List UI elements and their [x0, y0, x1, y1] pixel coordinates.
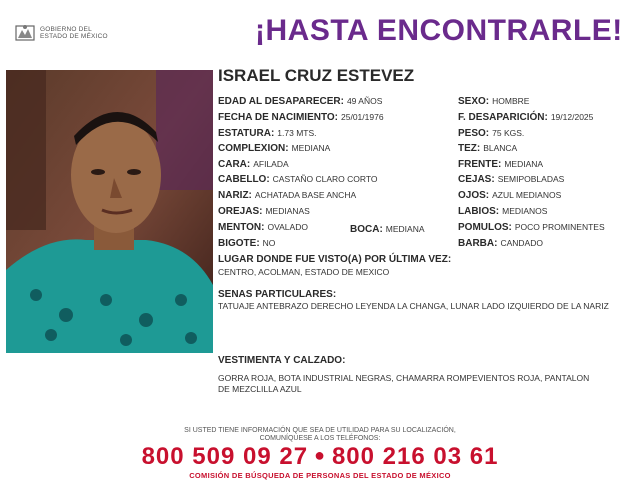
government-logo [14, 22, 108, 44]
field-fecha-nacimiento [218, 111, 384, 124]
field-label: BARBA: [458, 238, 498, 249]
field-label: CEJAS: [458, 174, 495, 185]
field-label: FECHA DE NACIMIENTO: [218, 112, 338, 123]
field-label: COMPLEXION: [218, 143, 289, 154]
field-label: BIGOTE: [218, 238, 260, 249]
field-nariz [218, 189, 356, 202]
separator-dot-icon: ● [314, 445, 326, 465]
field-label: PESO: [458, 128, 490, 139]
field-value: MEDIANA [385, 224, 425, 234]
state-emblem-icon [14, 22, 36, 44]
field-orejas [218, 205, 310, 218]
field-label: CARA: [218, 159, 251, 170]
last-seen-value: CENTRO, ACOLMAN, ESTADO DE MEXICO [218, 267, 390, 277]
clothing-value: GORRA ROJA, BOTA INDUSTRIAL NEGRAS, CHAMARRA ROMPEVIENTOS ROJA, PANTALON DE MEZCLILLA AZUL [218, 373, 590, 394]
field-label: MENTON: [218, 222, 265, 233]
logo-text [40, 26, 108, 40]
field-label: ESTATURA: [218, 128, 275, 139]
field-label: BOCA: [350, 224, 383, 235]
field-value: SEMIPOBLADAS [497, 174, 565, 184]
field-label: OJOS: [458, 190, 490, 201]
field-value: CASTAÑO CLARO CORTO [272, 174, 378, 184]
field-peso [458, 127, 524, 140]
last-seen-label: LUGAR DONDE FUE VISTO(A) POR ÚLTIMA VEZ: [218, 254, 452, 265]
headline: ¡HASTA ENCONTRARLE! [255, 14, 623, 47]
logo-line-2: ESTADO DE MÉXICO [40, 33, 108, 40]
field-value: NO [262, 238, 276, 248]
field-value: ACHATADA BASE ANCHA [254, 190, 357, 200]
field-labios [458, 205, 547, 218]
field-frente [458, 158, 543, 171]
field-value: AZUL MEDIANOS [492, 190, 562, 200]
field-tez [458, 142, 517, 155]
phone-numbers [0, 443, 640, 471]
field-cabello [218, 173, 378, 186]
clothing-label: VESTIMENTA Y CALZADO: [218, 355, 346, 366]
field-label: NARIZ: [218, 190, 252, 201]
logo-line-1: GOBIERNO DEL [40, 26, 92, 33]
field-label: TEZ: [458, 143, 481, 154]
info-line-2: COMUNÍQUESE A LOS TELÉFONOS: [259, 435, 381, 442]
marks-value: TATUAJE ANTEBRAZO DERECHO LEYENDA LA CHANGA, LUNAR LADO IZQUIERDO DE LA NARIZ [218, 301, 609, 311]
field-estatura [218, 127, 317, 140]
field-label: FRENTE: [458, 159, 502, 170]
field-value: 25/01/1976 [341, 112, 384, 122]
field-barba [458, 237, 543, 250]
field-label: F. DESAPARICIÓN: [458, 112, 548, 123]
field-value: CANDADO [500, 238, 543, 248]
field-value: 75 KGS. [492, 128, 525, 138]
info-line-1: SI USTED TIENE INFORMACIÓN QUE SEA DE UTILIDAD PARA SU LOCALIZACIÓN, [184, 427, 456, 434]
field-value: AFILADA [253, 159, 289, 169]
field-value: MEDIANA [504, 159, 544, 169]
field-value: POCO PROMINENTES [514, 222, 605, 232]
field-complexion [218, 142, 330, 155]
field-value: 19/12/2025 [550, 112, 594, 122]
marks-label: SENAS PARTICULARES: [218, 289, 337, 300]
field-value: OVALADO [267, 222, 308, 232]
field-value: HOMBRE [492, 96, 530, 106]
person-name: ISRAEL CRUZ ESTEVEZ [218, 66, 415, 85]
field-value: MEDIANA [291, 143, 331, 153]
field-value: 1.73 MTS. [277, 128, 317, 138]
field-value: MEDIANAS [265, 206, 310, 216]
field-menton [218, 221, 308, 234]
phone-number-2[interactable]: 800 216 03 61 [331, 443, 499, 470]
field-label: LABIOS: [458, 206, 500, 217]
field-bigote [218, 237, 275, 250]
field-pomulos [458, 221, 605, 234]
field-f-desaparicion [458, 111, 593, 124]
field-label: OREJAS: [218, 206, 263, 217]
phone-number-1[interactable]: 800 509 09 27 [141, 443, 309, 470]
person-photo [6, 70, 213, 353]
field-value: 49 AÑOS [346, 96, 383, 106]
field-boca [350, 223, 425, 236]
field-label: EDAD AL DESAPARECER: [218, 96, 344, 107]
field-sexo [458, 95, 529, 108]
field-cara [218, 158, 289, 171]
field-label: SEXO: [458, 96, 490, 107]
field-label: CABELLO: [218, 174, 270, 185]
field-ojos [458, 189, 561, 202]
field-value: BLANCA [483, 143, 518, 153]
field-cejas [458, 173, 564, 186]
field-edad [218, 95, 382, 108]
field-label: POMULOS: [458, 222, 512, 233]
field-value: MEDIANOS [502, 206, 548, 216]
commission-name: COMISIÓN DE BÚSQUEDA DE PERSONAS DEL ESTADO DE MÉXICO [189, 471, 451, 480]
